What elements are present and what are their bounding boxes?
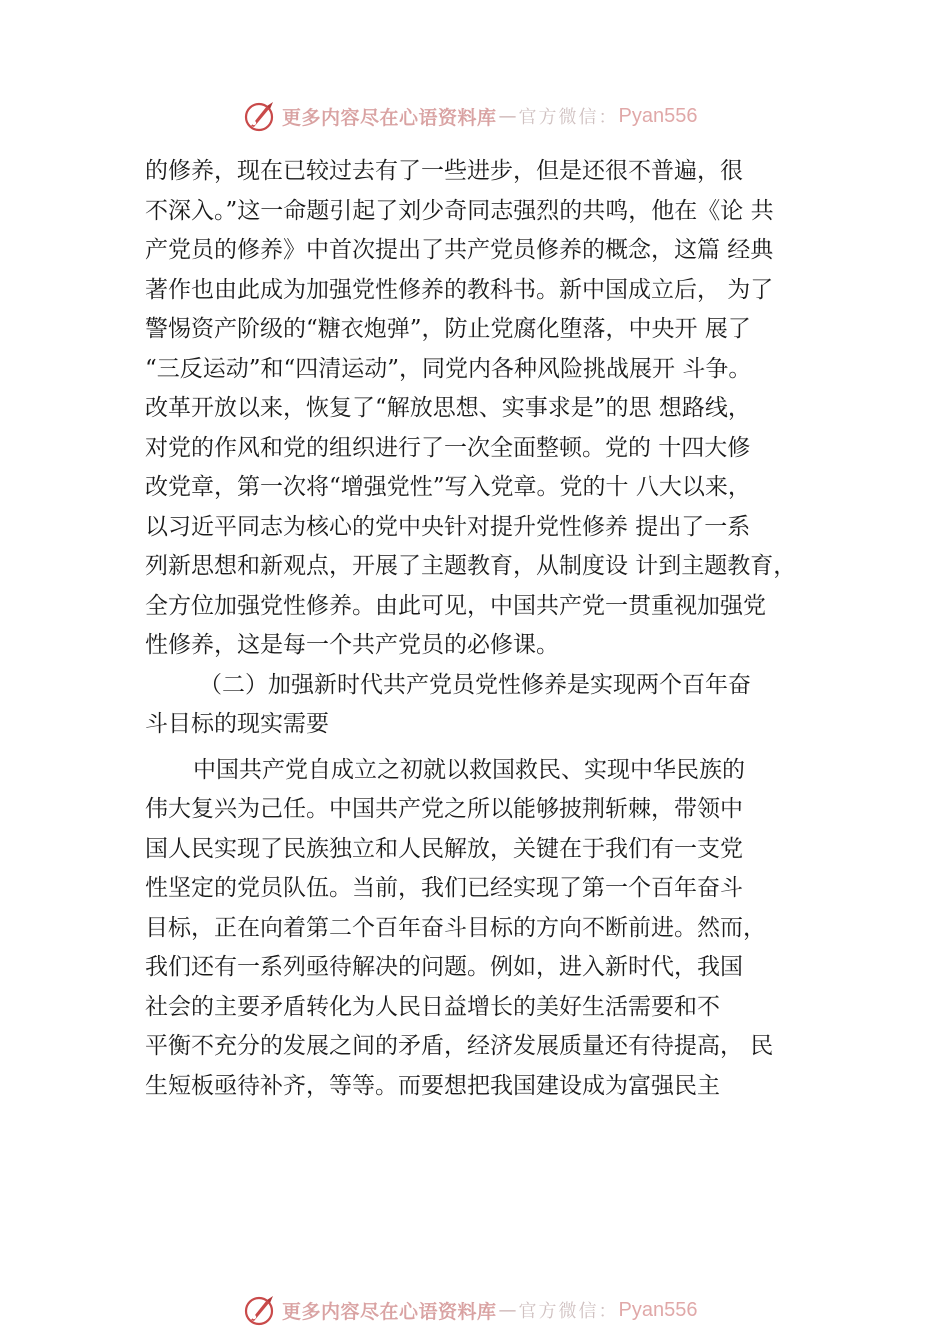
banner-content (242, 96, 697, 136)
text-line: 列新思想和新观点，开展了主题教育，从制度设 计到主题教育， (145, 553, 797, 579)
banner-separator: — (498, 1299, 517, 1321)
text-line: 改革开放以来，恢复了“解放思想、实事求是”的思 想路线， (145, 395, 751, 421)
text-line: 著作也由此成为加强党性修养的教科书。新中国成立后， 为了 (145, 276, 774, 303)
text-line: 全方位加强党性修养。由此可见，中国共产党一贯重视加强党 (145, 592, 766, 619)
text-line: 的修养，现在已较过去有了一些进步，但是还很不普遍，很 (145, 158, 743, 184)
banner-wechat-label: 官方微信： (518, 1301, 619, 1322)
banner-wechat-label: 官方微信： (518, 107, 619, 128)
text-line: “三反运动”和“四清运动”，同党内各种风险挑战展开 斗争。 (145, 355, 752, 382)
paragraph-2 (145, 751, 855, 1107)
footer-watermark-banner (0, 1290, 950, 1330)
text-line: 产党员的修养》中首次提出了共产党员修养的概念，这篇 经典 (145, 237, 774, 263)
text-line: 国人民实现了民族独立和人民解放，关键在于我们有一支党 (145, 835, 743, 862)
feather-pen-seal-icon (242, 99, 276, 133)
text-line: 对党的作风和党的组织进行了一次全面整顿。党的 十四大修 (145, 434, 751, 461)
section-heading (145, 666, 855, 745)
banner-content (242, 1290, 697, 1330)
heading-line: 斗目标的现实需要 (145, 711, 329, 737)
banner-wechat-id: Pyan556 (618, 1298, 698, 1321)
text-line: 生短板亟待补齐，等等。而要想把我国建设成为富强民主 (145, 1072, 720, 1099)
document-body (145, 152, 855, 1106)
text-line: 中国共产党自成立之初就以救国救民、实现中华民族的 (193, 756, 745, 783)
text-line: 以习近平同志为核心的党中央针对提升党性修养 提出了一系 (145, 513, 751, 540)
text-line: 性修养，这是每一个共产党员的必修课。 (145, 632, 559, 658)
text-line: 我们还有一系列亟待解决的问题。例如，进入新时代，我国 (145, 954, 743, 980)
feather-pen-seal-icon (242, 1293, 276, 1327)
text-line: 伟大复兴为己任。中国共产党之所以能够披荆斩棘，带领中 (145, 796, 743, 822)
text-line: 改党章，第一次将“增强党性”写入党章。党的十 八大以来， (145, 474, 751, 500)
heading-line: （二）加强新时代共产党员党性修养是实现两个百年奋 (199, 671, 751, 698)
text-line: 性坚定的党员队伍。当前，我们已经实现了第一个百年奋斗 (145, 875, 743, 901)
banner-separator: — (498, 105, 517, 127)
text-line: 警惕资产阶级的“糖衣炮弹”，防止党腐化堕落，中央开 展了 (145, 316, 751, 342)
banner-main-text: 更多内容尽在心语资料库 (282, 106, 497, 129)
text-line: 平衡不充分的发展之间的矛盾，经济发展质量还有待提高， 民 (145, 1033, 774, 1059)
text-line: 社会的主要矛盾转化为人民日益增长的美好生活需要和不 (145, 993, 720, 1020)
banner-wechat-id: Pyan556 (618, 104, 698, 127)
text-line: 目标，正在向着第二个百年奋斗目标的方向不断前进。然而， (145, 914, 766, 941)
banner-main-text: 更多内容尽在心语资料库 (282, 1300, 497, 1323)
text-line: 不深入。”这一命题引起了刘少奇同志强烈的共鸣，他在《论 共 (145, 197, 774, 224)
header-watermark-banner (0, 96, 950, 136)
paragraph-1 (145, 152, 855, 666)
